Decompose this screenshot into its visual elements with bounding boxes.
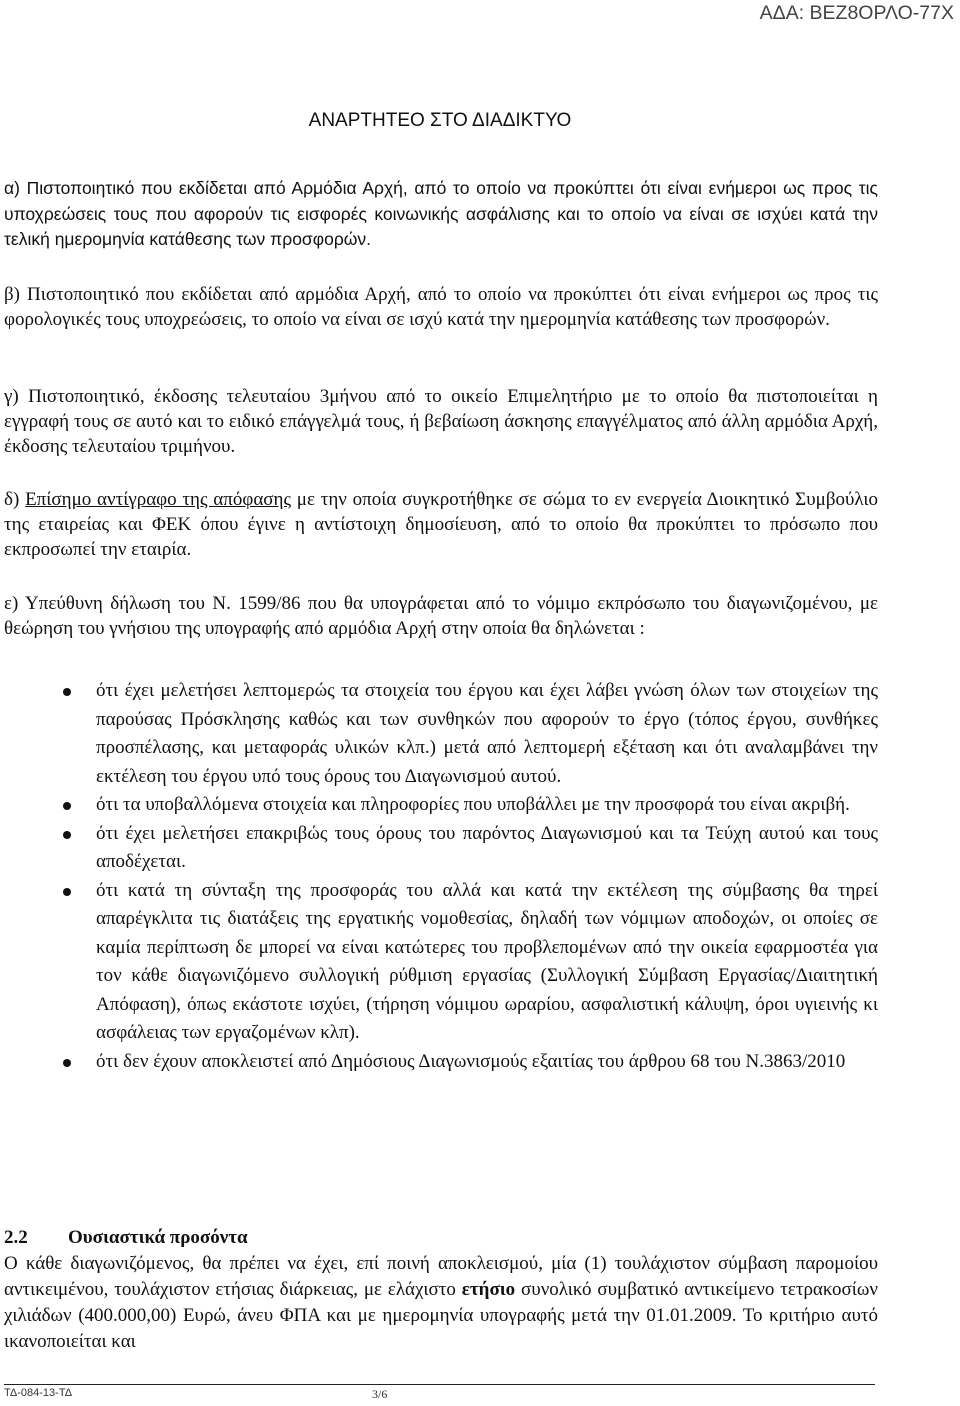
- paragraph-d-rest: με την οποία συγκροτήθηκε σε σώμα το εν ενεργεία Διοικητικό Συμβούλιο της εταιρείας και ΦΕΚ όπου έγινε η αντίστοιχη δημοσίευση, από το οποίο θα προκύπτει το πρόσωπο που εκπροσωπεί την εταιρία.: [4, 489, 879, 560]
- footer-code: ΤΔ-084-13-ΤΔ: [4, 1387, 73, 1399]
- paragraph-d: [4, 487, 878, 562]
- list-item: [0, 677, 878, 791]
- section-text-1: Ο κάθε διαγωνιζόμενος, θα πρέπει να έχει, επί ποινή αποκλεισμού, μία (1) τουλάχιστον σύμβαση παρομοίου αντικειμένου, τουλάχιστον ετήσιας διάρκειας, με ελάχιστο: [4, 1253, 878, 1300]
- list-item-text: ότι έχει μελετήσει λεπτομερώς τα στοιχεία του έργου και έχει λάβει γνώση όλων των στοιχείων της παρούσας Πρόσκλησης καθώς και των συνθηκών που αφορούν το έργο (τόπος έργου, συνθήκες προσπέλασης, και μεταφοράς υλικών κλπ.) μετά από λεπτομερή εξέταση και ότι αναλαμβάνει την εκτέλεση του έργου υπό τους όρους του Διαγωνισμού αυτού.: [96, 680, 878, 787]
- section-title: Ουσιαστικά προσόντα: [68, 1227, 248, 1248]
- list-item-text: ότι τα υποβαλλόμενα στοιχεία και πληροφορίες που υποβάλλει με την προσφορά του είναι ακριβή.: [96, 794, 850, 815]
- list-item: [0, 877, 878, 1048]
- declaration-list: [0, 677, 878, 1076]
- bullet-icon: [63, 888, 71, 896]
- list-item: [0, 1048, 878, 1077]
- list-item-text: ότι έχει μελετήσει επακριβώς τους όρους του παρόντος Διαγωνισμού και τα Τεύχη αυτού και τους αποδέχεται.: [96, 822, 878, 872]
- list-item-text: ότι δεν έχουν αποκλειστεί από Δημόσιους Διαγωνισμούς εξαιτίας του άρθρου 68 του Ν.3863/2010: [96, 1050, 846, 1072]
- bullet-icon: [63, 688, 71, 696]
- footer-divider: [4, 1384, 875, 1385]
- section-number: 2.2: [4, 1227, 28, 1248]
- paragraph-e: ε) Υπεύθυνη δήλωση του Ν. 1599/86 που θα υπογράφεται από το νόμιμο εκπρόσωπο του διαγωνιζομένου, με θεώρηση του γνήσιου της υπογραφής από αρμόδια Αρχή στην οποία θα δηλώνεται :: [4, 593, 878, 639]
- list-item-text: ότι κατά τη σύνταξη της προσφοράς του αλλά και κατά την εκτέλεση της σύμβασης θα τηρεί απαρέγκλιτα τις διατάξεις της εργατικής νομοθεσίας, δηλαδή των νόμιμων αποδοχών, οι οποίες σε καμία περίπτωση δε μπορεί να είναι κατώτερες του προβλεπομένων από την οικεία εφαρμοστέα για τον κάθε διαγωνιζόμενο συλλογική ρύθμιση εργασίας (Συλλογική Σύμβαση Εργασίας/Διαιτητική Απόφαση), όπως εκάστοτε ισχύει, (τήρηση νόμιμου ωραρίου, ασφαλιστική κάλυψη, όροι υγιεινής κι ασφάλειας των εργαζομένων κλπ).: [96, 879, 878, 1043]
- list-item: [0, 820, 878, 877]
- paragraph-d-prefix: δ): [4, 489, 26, 510]
- paragraph-c: γ) Πιστοποιητικό, έκδοσης τελευταίου 3μήνου από το οικείο Επιμελητήριο με το οποίο θα πιστοποιείται η εγγραφή τους σε αυτό και το ειδικό επάγγελμά τους, ή βεβαίωση άσκησης επαγγέλματος από άλλη αρμόδια Αρχή, έκδοσης τελευταίου τριμήνου.: [4, 386, 878, 457]
- page-number: 3/6: [372, 1387, 388, 1401]
- paragraph-a: α) Πιστοποιητικό που εκδίδεται από Αρμόδια Αρχή, από το οποίο να προκύπτει ότι είναι ενήμεροι ως προς τις υποχρεώσεις τους που αφορούν τις εισφορές κοινωνικής ασφάλισης και το οποίο να είναι σε ισχύει κατά την τελική ημερομηνία κατάθεσης των προσφορών.: [4, 178, 878, 249]
- list-item: [0, 791, 878, 820]
- page-title: ΑΝΑΡΤΗΤΕΟ ΣΤΟ ΔΙΑΔΙΚΤΥΟ: [308, 110, 572, 131]
- section-text-2: συνολικό συμβατικό αντικείμενο τετρακοσίων χιλιάδων (400.000,00) Ευρώ, άνευ ΦΠΑ και με ημερομηνία υπογραφής μετά την 01.01.2009. Το κριτήριο αυτό ικανοποιείται και: [4, 1279, 878, 1352]
- paragraph-b: β) Πιστοποιητικό που εκδίδεται από αρμόδια Αρχή, από το οποίο να προκύπτει ότι είναι ενήμεροι ως προς τις φορολογικές τους υποχρεώσεις, το οποίο να είναι σε ισχύ κατά την ημερομηνία κατάθεσης των προσφορών.: [4, 284, 878, 330]
- section-text-bold: ετήσιο: [461, 1279, 516, 1300]
- section-paragraph: [4, 1251, 878, 1355]
- bullet-icon: [63, 802, 71, 810]
- bullet-icon: [63, 831, 71, 839]
- paragraph-d-underlined: Επίσημο αντίγραφο της απόφασης: [25, 489, 291, 510]
- ada-code: ΑΔΑ: ΒΕΖ8ΟΡΛΟ-77Χ: [759, 2, 954, 24]
- section-heading: [4, 1227, 248, 1249]
- bullet-icon: [63, 1059, 71, 1067]
